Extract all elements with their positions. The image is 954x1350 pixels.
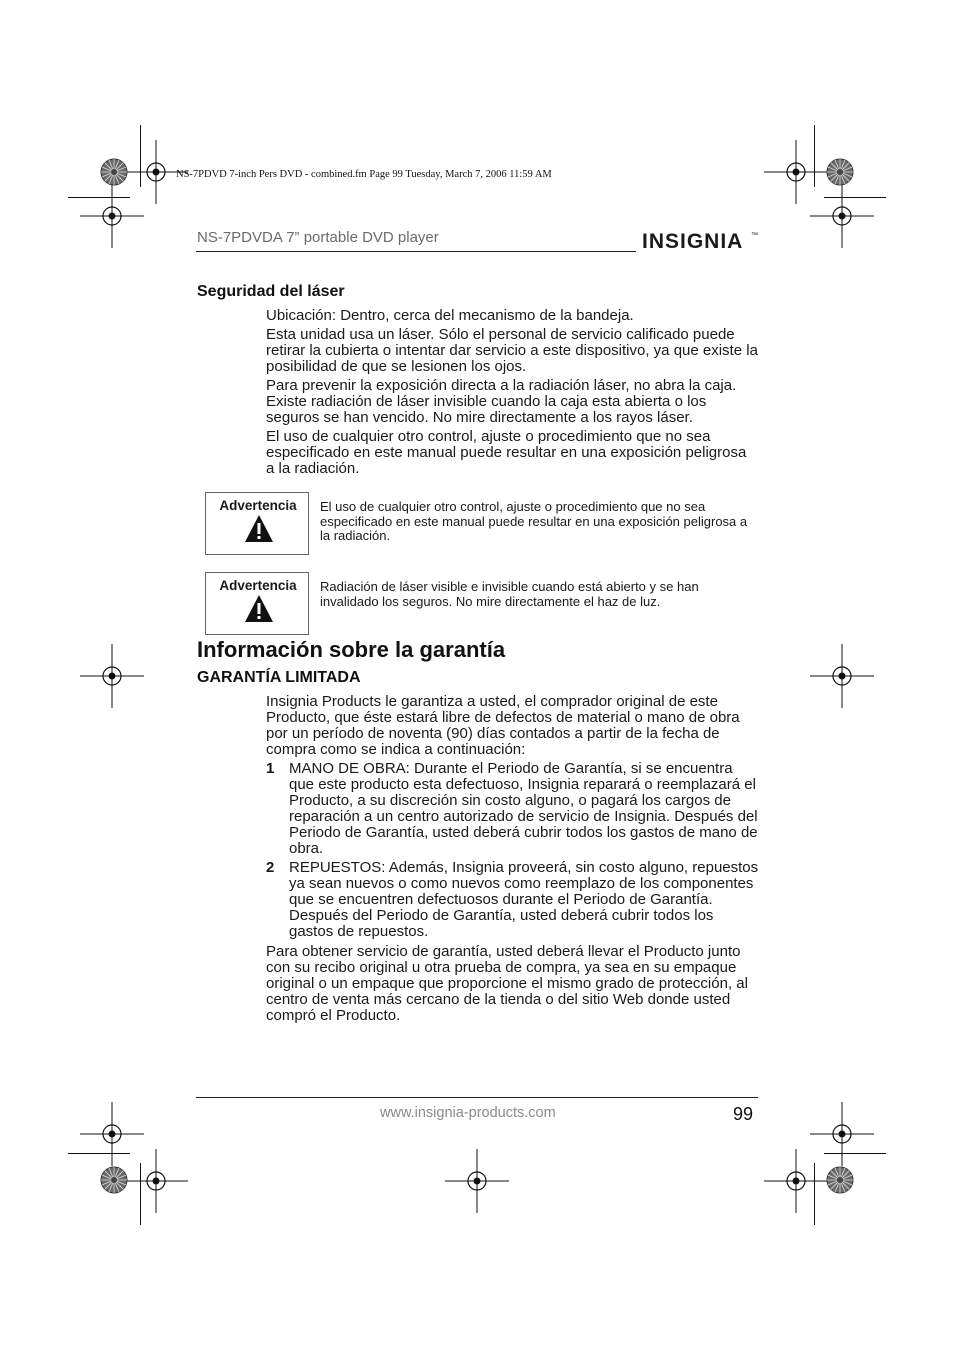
footer-rule — [196, 1097, 758, 1098]
warning-triangle-icon — [244, 514, 274, 544]
insignia-logo — [640, 230, 760, 260]
warning-box — [205, 572, 309, 635]
warning-label: Advertencia — [219, 578, 297, 593]
warranty-closing: Para obtener servicio de garantía, usted deberá llevar el Producto junto con su recibo original u otra prueba de compra, ya sea en su empaque original o un empaque que proporcione el mismo grado de protección, al centro de venta más cercano de la tienda o del sitio Web donde usted compró el Producto. — [266, 943, 748, 1024]
warning-triangle-icon — [244, 594, 274, 624]
list-item-number: 2 — [266, 859, 275, 876]
running-header-title: NS-7PDVDA 7” portable DVD player — [197, 229, 439, 246]
header-rule — [196, 251, 636, 252]
limited-warranty-subheading: GARANTÍA LIMITADA — [197, 669, 361, 686]
print-slug: NS-7PDVD 7-inch Pers DVD - combined.fm Page 99 Tuesday, March 7, 2006 11:59 AM — [176, 169, 552, 180]
list-item-text: MANO DE OBRA: Durante el Periodo de Garantía, si se encuentra que este producto esta defectuoso, Insignia reparará o reemplazará el Producto, a su discreción sin costo alguno, o pagará los cargos de reparación a un centro autorizado de servicio de Insignia. Después del Periodo de Garantía, usted deberá cubrir todos los gastos de mano de obra. — [289, 760, 758, 857]
laser-paragraph: El uso de cualquier otro control, ajuste o procedimiento que no sea especificado en este manual puede resultar en una exposición peligrosa a la radiación. — [266, 428, 747, 477]
footer-url: www.insignia-products.com — [380, 1105, 556, 1121]
laser-paragraph: Esta unidad usa un láser. Sólo el personal de servicio calificado puede retirar la cubierta o intentar dar servicio a este dispositivo, ya que existe la posibilidad de que se lesionen los ojos. — [266, 326, 758, 375]
warranty-intro: Insignia Products le garantiza a usted, el comprador original de este Producto, que éste estará libre de defectos de material o mano de obra por un período de noventa (90) días contados a partir de la fecha de compra como se indica a continuación: — [266, 693, 740, 758]
warning-text: El uso de cualquier otro control, ajuste o procedimiento que no sea especificado en este manual puede resultar en una exposición peligrosa a la radiación. — [320, 499, 748, 543]
warranty-title: Información sobre la garantía — [197, 637, 506, 662]
laser-paragraph: Ubicación: Dentro, cerca del mecanismo de la bandeja. — [266, 307, 634, 324]
laser-paragraph: Para prevenir la exposición directa a la radiación láser, no abra la caja. Existe radiación de láser invisible cuando la caja esta abierta o los seguros se han vencido. No mire directamente a los rayos láser. — [266, 377, 737, 426]
trademark-symbol: ™ — [751, 232, 758, 239]
insignia-logo-text: INSIGNIA — [642, 230, 744, 253]
warning-text: Radiación de láser visible e invisible cuando está abierto y se han invalidado los seguros. No mire directamente el haz de luz. — [320, 579, 699, 609]
list-item-text: REPUESTOS: Además, Insignia proveerá, sin costo alguno, repuestos ya sean nuevos o como nuevos como reemplazo de los componentes que se encuentren defectuosos durante el Periodo de Garantía. Después del Periodo de Garantía, usted deberá cubrir todos los gastos de repuestos. — [289, 859, 759, 940]
warning-box — [205, 492, 309, 555]
laser-safety-heading: Seguridad del láser — [197, 283, 345, 300]
list-item-number: 1 — [266, 760, 275, 777]
page-number: 99 — [733, 1104, 754, 1124]
warning-label: Advertencia — [219, 498, 297, 513]
